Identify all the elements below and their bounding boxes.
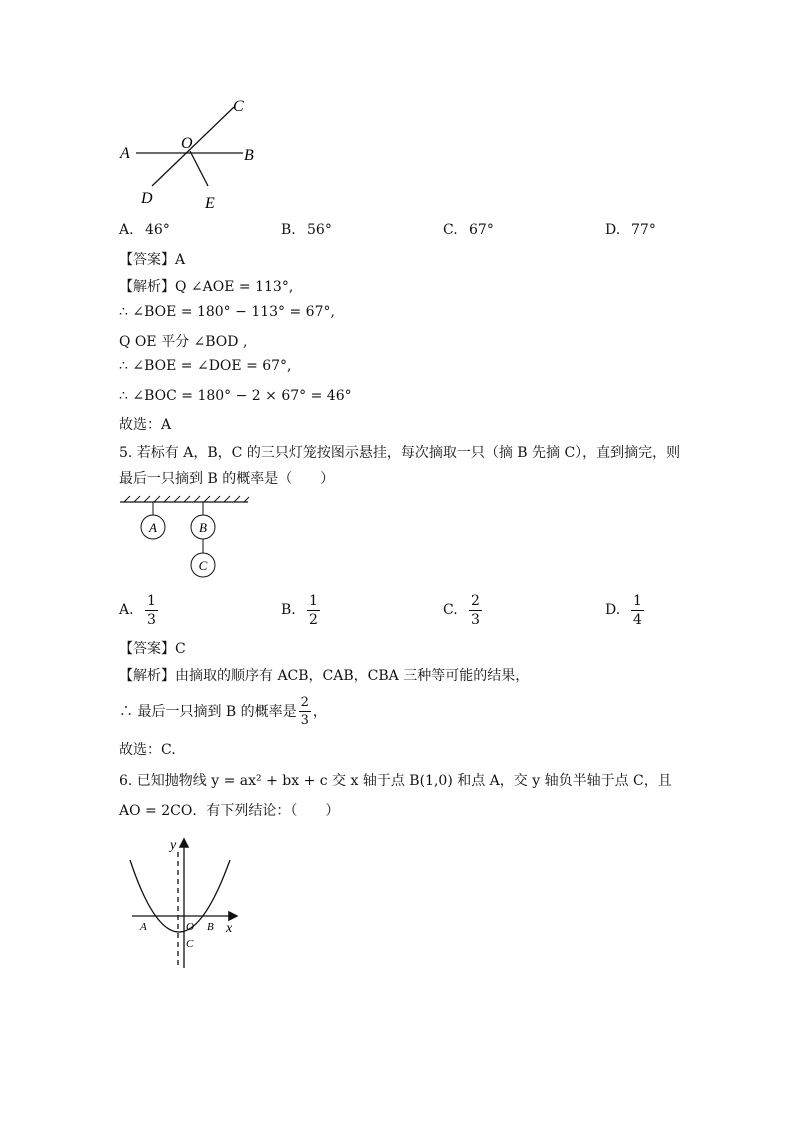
- numerator: 1: [633, 592, 642, 609]
- denominator: 3: [300, 712, 309, 728]
- parabola-figure: [120, 832, 250, 972]
- numerator: 2: [471, 592, 480, 609]
- analysis-fraction: [299, 696, 311, 727]
- option-label: A.: [119, 602, 134, 618]
- label-A: A: [120, 145, 130, 162]
- lantern-A-label: A: [149, 520, 157, 535]
- analysis-text: ∴ 最后一只摘到 B 的概率是: [119, 704, 297, 720]
- option-fraction: [469, 594, 482, 627]
- label-C: C: [186, 938, 194, 950]
- lantern-B-label: B: [199, 520, 207, 535]
- option-value: 67°: [469, 222, 494, 238]
- option-label: B.: [281, 602, 296, 618]
- option-label: C.: [443, 602, 458, 618]
- label-O: O: [186, 921, 194, 933]
- denominator: 3: [147, 611, 156, 628]
- label-C: C: [233, 98, 244, 115]
- denominator: 3: [471, 611, 480, 628]
- line-CD: [152, 107, 234, 186]
- label-x: x: [226, 921, 233, 936]
- q6-stem-line1: 6. 已知抛物线 y = ax² + bx + c 交 x 轴于点 B(1,0) 和点 A，交 y 轴负半轴于点 C，且: [119, 773, 672, 789]
- q5-option-c[interactable]: [443, 590, 482, 630]
- q5-stem-line2: 最后一只摘到 B 的概率是（ ）: [119, 471, 335, 487]
- q4-option-c[interactable]: [443, 222, 494, 238]
- q6-stem-line2: AO = 2CO．有下列结论：（ ）: [119, 803, 340, 819]
- q4-option-d[interactable]: [605, 222, 656, 238]
- option-value: 77°: [631, 222, 656, 238]
- lantern-figure: [118, 494, 258, 584]
- option-fraction: [307, 594, 320, 627]
- q4-analysis-line: 【解析】Q ∠AOE = 113°,: [119, 279, 294, 295]
- q5-answer: 【答案】C: [119, 641, 186, 657]
- q4-analysis-line: ∴ ∠BOC = 180° − 2 × 67° = 46°: [119, 388, 352, 404]
- numerator: 2: [300, 694, 309, 710]
- q5-option-b[interactable]: [281, 590, 320, 630]
- q5-option-d[interactable]: [605, 590, 644, 630]
- q5-stem-line1: 5. 若标有 A，B，C 的三只灯笼按图示悬挂，每次摘取一只（摘 B 先摘 C），直到摘完，则: [119, 445, 681, 461]
- lantern-C-label: C: [198, 558, 208, 573]
- option-label: B.: [281, 222, 296, 238]
- option-value: 56°: [307, 222, 332, 238]
- q4-analysis-line: ∴ ∠BOE = ∠DOE = 67°,: [119, 358, 292, 374]
- label-A: A: [140, 921, 147, 933]
- q4-choice: 故选：A: [119, 417, 172, 433]
- option-label: D.: [605, 222, 621, 238]
- denominator: 2: [309, 611, 318, 628]
- option-value: 46°: [145, 222, 170, 238]
- q5-analysis-line2: [119, 691, 327, 731]
- q5-analysis-line1: 【解析】由摘取的顺序有 ACB，CAB，CBA 三种等可能的结果，: [119, 668, 530, 684]
- q4-analysis-line: ∴ ∠BOE = 180° − 113° = 67°,: [119, 304, 335, 320]
- angle-figure: [110, 90, 280, 220]
- ceiling-hatch: [124, 496, 249, 502]
- label-E: E: [205, 195, 215, 212]
- option-label: C.: [443, 222, 458, 238]
- label-D: D: [141, 190, 153, 207]
- option-label: D.: [605, 602, 621, 618]
- numerator: 1: [309, 592, 318, 609]
- q4-option-a[interactable]: [119, 222, 170, 238]
- label-B: B: [207, 921, 214, 933]
- ray-OE: [190, 151, 208, 186]
- label-y: y: [170, 838, 177, 853]
- analysis-text: ，: [312, 704, 327, 720]
- label-O: O: [181, 135, 193, 152]
- q4-option-b[interactable]: [281, 222, 332, 238]
- q4-analysis-line: Q OE 平分 ∠BOD ,: [119, 334, 248, 350]
- denominator: 4: [633, 611, 642, 628]
- option-fraction: [631, 594, 644, 627]
- q4-answer: 【答案】A: [119, 252, 186, 268]
- q5-option-a[interactable]: [119, 590, 158, 630]
- option-label: A.: [119, 222, 134, 238]
- option-fraction: [145, 594, 158, 627]
- q5-choice: 故选：C.: [119, 742, 176, 758]
- label-B: B: [244, 147, 254, 164]
- numerator: 1: [147, 592, 156, 609]
